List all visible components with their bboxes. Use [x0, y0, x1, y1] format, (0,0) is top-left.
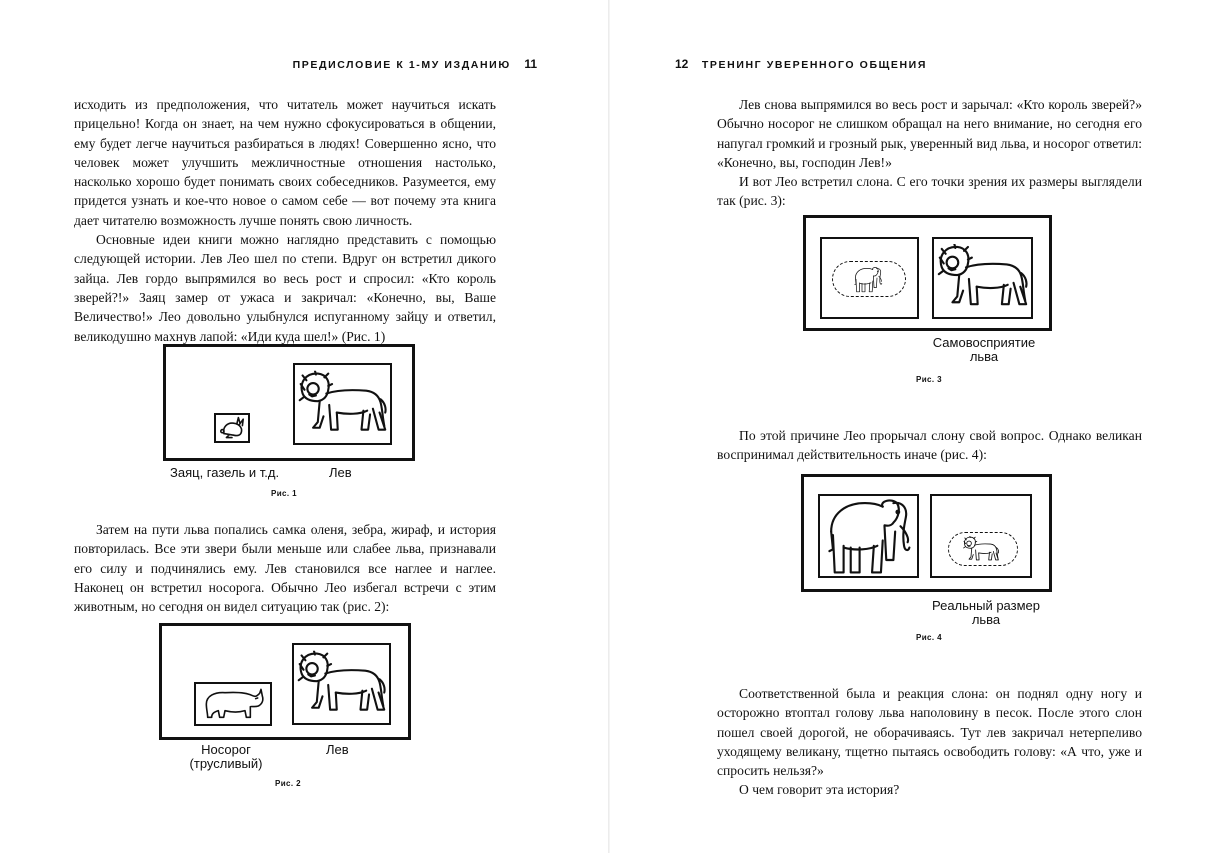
figure-4-elephant-frame [818, 494, 919, 578]
lion-icon [295, 365, 390, 443]
elephant-icon [820, 496, 917, 576]
figure-4-label: Рис. 4 [916, 633, 942, 642]
figure-2 [159, 623, 411, 740]
left-paragraph-2: Основные идеи книги можно наглядно представить с помощью следующей истории. Лев Лео шел по степи. Вдруг он встретил дикого зайца. Лев гордо выпрямился во весь рост и спросил: «Кто король зверей?!» Заяц замер от ужаса и закричал: «Конечно, вы, Ваше Величество!» Лео довольно улыбнулся испуганному зайцу и ответил, великодушно махнув лапой: «Иди куда шел!» (Рис. 1) [74, 232, 496, 344]
figure-4-lion-frame [930, 494, 1032, 578]
figure-3-left-frame [820, 237, 919, 319]
figure-4-caption-line2: льва [971, 612, 1001, 627]
left-paragraph-3: Затем на пути льва попались самка оленя, зебра, жираф, и история повторилась. Все эти звери были меньше или слабее льва, признавали его силу и подчинялись ему. Лев становился все наглее и наглее. Наконец он встретил носорога. Обычно Лео избегал встречи с этим животным, но сегодня он видел ситуацию так (рис. 2): [74, 522, 496, 615]
right-paragraph-5: О чем говорит эта история? [739, 782, 900, 798]
left-text-block-2 [74, 520, 496, 616]
left-paragraph-1: исходить из предположения, что читатель может научиться искать прицельно! Когда он знает, на чем нужно сфокусироваться в общении, ему будет легче научиться разбираться в людях! Совершенно ясно, что человек может улучшить межличностные отношения настолько, насколько хорошо будет понимать своих собеседников. Разумеется, ему придется узнать и кое-что новое о самом себе — вот почему эта книга дает читателю возможность лучше понять свою личность. [74, 97, 496, 228]
elephant-icon [844, 266, 892, 293]
left-running-header [293, 57, 537, 71]
figure-3-caption [921, 336, 1047, 364]
figure-3-caption-line2: льва [969, 349, 999, 364]
right-running-header [675, 57, 927, 71]
figure-4 [801, 474, 1052, 592]
right-paragraph-4: Соответственной была и реакция слона: он поднял одну ногу и осторожно втоптал голову льва наполовину в песок. После этого слон пошел своей дорогой, не оборачиваясь. Тут лев закричал нетерпеливо уходящему великану, тщетно пытаясь освободить голову: «А что, уже и спросить нельзя?» [717, 686, 1142, 779]
figure-3-label: Рис. 3 [916, 375, 942, 384]
rabbit-icon [216, 415, 248, 441]
right-text-block-2 [717, 426, 1142, 465]
left-page-number: 11 [524, 57, 537, 71]
figure-4-caption [912, 599, 1060, 627]
figure-2-caption-left-line1: Носорог [201, 742, 251, 757]
lion-icon [934, 239, 1031, 317]
figure-2-rhino-frame [194, 682, 272, 726]
right-header-title: ТРЕНИНГ УВЕРЕННОГО ОБЩЕНИЯ [701, 59, 927, 71]
right-paragraph-2: И вот Лео встретил слона. С его точки зрения их размеры выглядели так (рис. 3): [717, 174, 1142, 209]
lion-icon [958, 536, 1004, 563]
right-paragraph-3: По этой причине Лео прорычал слону свой вопрос. Однако великан воспринимал действительность иначе (рис. 4): [717, 428, 1142, 463]
figure-1-caption-left: Заяц, газель и т.д. [170, 465, 280, 480]
right-text-block-3 [717, 684, 1142, 800]
figure-2-label: Рис. 2 [275, 779, 301, 788]
figure-3-caption-line1: Самовосприятие [932, 335, 1036, 350]
figure-3-right-frame [932, 237, 1033, 319]
right-paragraph-1: Лев снова выпрямился во весь рост и зарычал: «Кто король зверей?» Обычно носорог не слишком обращал на него внимание, но сегодня его напугал громкий и грозный рык, уверенный вид льва, и носорог ответил: «Конечно, вы, господин Лев!» [717, 97, 1142, 170]
figure-1-label: Рис. 1 [271, 489, 297, 498]
page-gutter [608, 0, 610, 853]
lion-icon [294, 645, 389, 723]
left-header-title: ПРЕДИСЛОВИЕ К 1-МУ ИЗДАНИЮ [292, 59, 511, 71]
figure-1-caption-right: Лев [329, 465, 352, 480]
rhino-icon [196, 684, 270, 724]
figure-2-lion-frame [292, 643, 391, 725]
left-text-block-1 [74, 95, 496, 346]
figure-1 [163, 344, 415, 461]
figure-2-caption-left-line2: (трусливый) [189, 756, 263, 771]
figure-3 [803, 215, 1052, 331]
figure-4-caption-line1: Реальный размер [932, 598, 1040, 613]
right-text-block-1 [717, 95, 1142, 211]
figure-1-rabbit-frame [214, 413, 250, 443]
figure-2-caption-left [186, 743, 266, 771]
figure-2-caption-right: Лев [326, 742, 349, 757]
right-page-number: 12 [675, 57, 689, 71]
figure-1-lion-frame [293, 363, 392, 445]
